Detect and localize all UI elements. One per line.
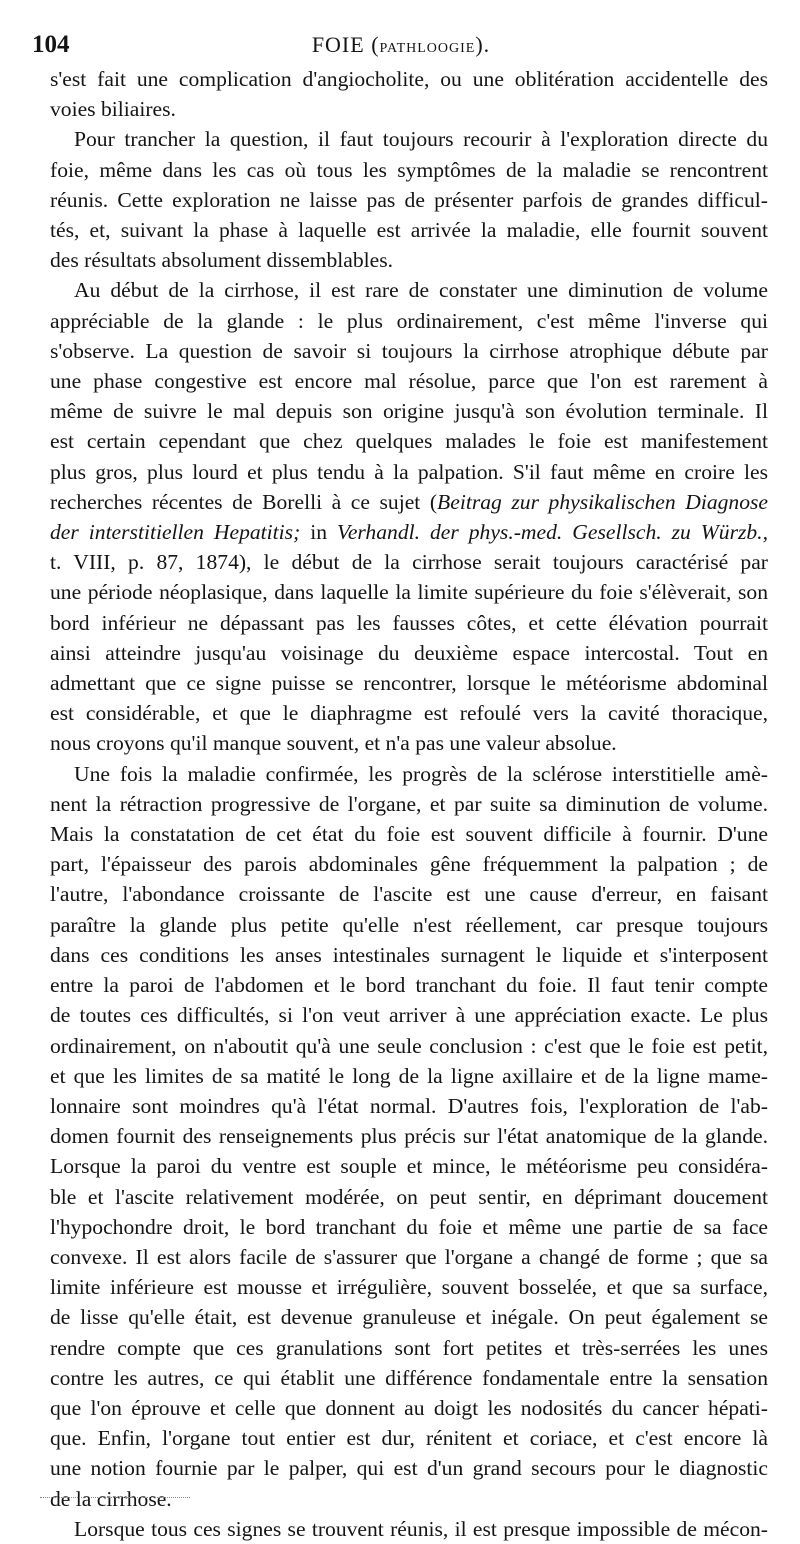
paragraph-4: [50, 759, 768, 1514]
page-number: 104: [32, 31, 70, 58]
text-line: s'observe. La question de savoir si toujours la cirrhose atrophique débute par: [50, 338, 768, 363]
text-line: plus gros, plus lourd et plus tendu à la palpation. S'il faut même en croire les: [50, 459, 768, 484]
text-line: nous croyons qu'il manque souvent, et n'a pas une valeur absolue.: [50, 731, 617, 756]
text-line: une période néoplasique, dans laquelle la limite supérieure du foie s'élèverait, son: [50, 580, 768, 605]
text-line: réunis. Cette exploration ne laisse pas de présenter parfois de grandes difficul-: [50, 187, 768, 212]
paragraph-2: [50, 124, 768, 275]
text-line: contre les autres, ce qui établit une différence fondamentale entre la sensation: [50, 1365, 768, 1390]
text-line: l'autre, l'abondance croissante de l'ascite est une cause d'erreur, en faisant: [50, 882, 768, 907]
text-line: Lorsque la paroi du ventre est souple et mince, le météorisme peu considéra-: [50, 1154, 768, 1179]
citation-mid: in: [300, 520, 338, 545]
text-line: ble et l'ascite relativement modérée, on peut sentir, en déprimant doucement: [50, 1184, 768, 1209]
text-line: paraître la glande plus petite qu'elle n'est réellement, car presque toujours: [50, 912, 768, 937]
running-head-end: ).: [475, 32, 491, 57]
text-line: dans ces conditions les anses intestinales surnagent le liquide et s'interposent: [50, 942, 768, 967]
text-line: lonnaire sont moindres qu'à l'état normal. D'autres fois, l'exploration de l'ab-: [50, 1093, 768, 1118]
page-header: [32, 28, 770, 62]
paragraph-3: [50, 275, 768, 758]
text-line: des résultats absolument dissemblables.: [50, 248, 394, 273]
text-line: part, l'épaisseur des parois abdominales gêne fréquemment la palpation ; de: [50, 852, 768, 877]
text-line: limite inférieure est mousse et irrégulière, souvent bosselée, et que sa surface,: [50, 1275, 768, 1300]
text-line: entre la paroi de l'abdomen et le bord tranchant du foie. Il faut tenir compte: [50, 973, 768, 998]
footer-rule: [40, 1497, 190, 1501]
text-line: tés, et, suivant la phase à laquelle est arrivée la maladie, elle fournit souvent: [50, 218, 768, 243]
text-line: Lorsque tous ces signes se trouvent réunis, il est presque impossible de mécon-: [74, 1516, 768, 1541]
text-line: nent la rétraction progressive de l'organe, et par suite sa diminution de volume.: [50, 791, 768, 816]
paragraph-1: [50, 64, 768, 124]
text-line: rendre compte que ces granulations sont fort petites et très-serrées les unes: [50, 1335, 768, 1360]
text-line: de lisse qu'elle était, est devenue granuleuse et inégale. On peut également se: [50, 1305, 768, 1330]
citation-journal: Verhandl. der phys.-med. Gesellsch. zu Würzb.,: [337, 520, 768, 545]
running-head: [32, 28, 770, 66]
text-line: s'est fait une complication d'angiocholite, ou une oblitération accidentelle des: [50, 67, 768, 91]
text-line: de la cirrhose.: [50, 1486, 172, 1511]
text-line: convexe. Il est alors facile de s'assurer que l'organe a changé de forme ; que sa: [50, 1244, 768, 1269]
text-line: de toutes ces difficultés, si l'on veut arriver à une appréciation exacte. Le plus: [50, 1003, 768, 1028]
text-line: appréciable de la glande : le plus ordinairement, c'est même l'inverse qui: [50, 308, 768, 333]
citation-lead: recherches récentes de Borelli à ce sujet (: [50, 489, 438, 514]
text-line: foie, même dans les cas où tous les symptômes de la maladie se rencontrent: [50, 157, 768, 182]
text-line: ordinairement, on n'aboutit qu'à une seule conclusion : c'est que le foie est petit,: [50, 1033, 768, 1058]
text-line: que l'on éprouve et celle que donnent au doigt les nodosités du cancer hépati-: [50, 1395, 768, 1420]
body-text: [50, 64, 768, 1544]
citation-line: [50, 517, 768, 547]
text-line: est certain cependant que chez quelques malades le foie est manifestement: [50, 429, 768, 454]
text-line: admettant que ce signe puisse se rencontrer, lorsque le météorisme abdominal: [50, 671, 768, 696]
text-line: voies biliaires.: [50, 97, 176, 122]
text-line: t. VIII, p. 87, 1874), le début de la cirrhose serait toujours caractérisé par: [50, 550, 768, 575]
paragraph-5: [50, 1514, 768, 1544]
citation-title: Beitrag zur physikalischen Diagnose: [437, 489, 769, 514]
text-line: bord inférieur ne dépassant pas les fausses côtes, et cette élévation pourrait: [50, 610, 768, 635]
text-line: l'hypochondre droit, le bord tranchant du foie et même une partie de sa face: [50, 1214, 768, 1239]
text-line: Pour trancher la question, il faut toujours recourir à l'exploration directe du: [74, 127, 768, 152]
text-line: ainsi atteindre jusqu'au voisinage du deuxième espace intercostal. Tout en: [50, 640, 768, 665]
text-line: est considérable, et que le diaphragme est refoulé vers la cavité thoracique,: [50, 701, 768, 726]
text-line: Au début de la cirrhose, il est rare de constater une diminution de volume: [74, 278, 768, 303]
text-line: une phase congestive est encore mal résolue, parce que l'on est rarement à: [50, 369, 768, 394]
citation-title-cont: der interstitiellen Hepatitis;: [50, 520, 301, 545]
text-line: une notion fournie par le palper, qui est d'un grand secours pour le diagnostic: [50, 1456, 768, 1481]
citation-line: [50, 487, 768, 517]
text-line: que. Enfin, l'organe tout entier est dur, rénitent et coriace, et c'est encore là: [50, 1426, 768, 1451]
text-line: et que les limites de sa matité le long de la ligne axillaire et de la ligne mame-: [50, 1063, 768, 1088]
running-head-subtitle: PATHLOOGIE: [379, 41, 476, 56]
running-head-title: FOIE (: [311, 32, 380, 57]
text-line: Mais la constatation de cet état du foie est souvent difficile à fournir. D'une: [50, 822, 768, 847]
text-line: domen fournit des renseignements plus précis sur l'état anatomique de la glande.: [50, 1124, 768, 1149]
text-line: même de suivre le mal depuis son origine jusqu'à son évolution terminale. Il: [50, 399, 768, 424]
text-line: Une fois la maladie confirmée, les progrès de la sclérose interstitielle amè-: [74, 761, 768, 786]
